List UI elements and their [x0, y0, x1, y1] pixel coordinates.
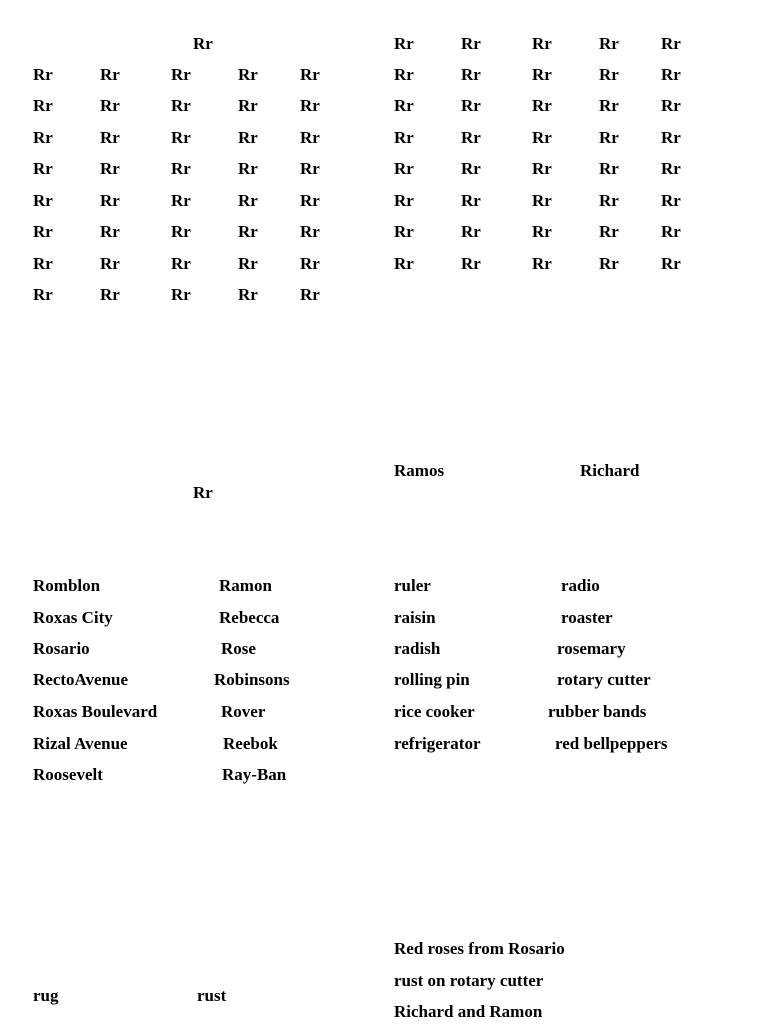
- list-item: Roxas City: [33, 608, 113, 627]
- grid-letter: Rr: [238, 285, 258, 304]
- list-item: radish: [394, 639, 441, 658]
- grid-letter: Rr: [661, 34, 681, 53]
- grid-letter: Rr: [238, 254, 258, 273]
- grid-letter: Rr: [599, 65, 619, 84]
- grid-letter: Rr: [532, 65, 552, 84]
- grid-letter: Rr: [599, 34, 619, 53]
- word-rug: rug: [33, 986, 59, 1005]
- grid-letter: Rr: [461, 254, 481, 273]
- grid-letter: Rr: [300, 254, 320, 273]
- grid-letter: Rr: [661, 96, 681, 115]
- list-item: Robinsons: [214, 670, 290, 689]
- grid-letter: Rr: [300, 222, 320, 241]
- grid-letter: Rr: [33, 96, 53, 115]
- grid-letter: Rr: [661, 128, 681, 147]
- grid-letter: Rr: [33, 128, 53, 147]
- grid-letter: Rr: [599, 254, 619, 273]
- grid-letter: Rr: [461, 96, 481, 115]
- grid-letter: Rr: [394, 222, 414, 241]
- grid-letter: Rr: [394, 254, 414, 273]
- grid-letter: Rr: [532, 96, 552, 115]
- grid-letter: Rr: [394, 96, 414, 115]
- list-item: rolling pin: [394, 670, 470, 689]
- list-item: Rose: [221, 639, 256, 658]
- grid-letter: Rr: [532, 222, 552, 241]
- grid-letter: Rr: [171, 159, 191, 178]
- grid-letter: Rr: [171, 222, 191, 241]
- phrase: Red roses from Rosario: [394, 939, 565, 958]
- grid-letter: Rr: [461, 191, 481, 210]
- grid-letter: Rr: [33, 222, 53, 241]
- grid-letter: Rr: [238, 191, 258, 210]
- grid-letter: Rr: [599, 96, 619, 115]
- grid-letter: Rr: [532, 191, 552, 210]
- grid-letter: Rr: [171, 285, 191, 304]
- grid-letter: Rr: [532, 34, 552, 53]
- grid-letter: Rr: [300, 65, 320, 84]
- list-item: Rebecca: [219, 608, 280, 627]
- grid-letter: Rr: [394, 65, 414, 84]
- grid-letter: Rr: [599, 222, 619, 241]
- grid-letter: Rr: [100, 128, 120, 147]
- grid-letter: Rr: [461, 34, 481, 53]
- grid-letter: Rr: [171, 128, 191, 147]
- list-item: Ray-Ban: [222, 765, 287, 784]
- grid-letter: Rr: [171, 96, 191, 115]
- list-item: RectoAvenue: [33, 670, 129, 689]
- list-item: Reebok: [223, 734, 278, 753]
- list-item: rubber bands: [548, 702, 647, 721]
- grid-letter: Rr: [100, 159, 120, 178]
- grid-letter: Rr: [171, 191, 191, 210]
- grid-letter: Rr: [532, 159, 552, 178]
- grid-letter: Rr: [100, 65, 120, 84]
- list-item: radio: [561, 576, 600, 595]
- list-item: Roxas Boulevard: [33, 702, 158, 721]
- grid-letter: Rr: [171, 65, 191, 84]
- list-item: roaster: [561, 608, 613, 627]
- grid-letter: Rr: [238, 222, 258, 241]
- grid-letter: Rr: [33, 285, 53, 304]
- grid-letter: Rr: [661, 159, 681, 178]
- list-item: refrigerator: [394, 734, 481, 753]
- grid-letter: Rr: [661, 222, 681, 241]
- grid-letter: Rr: [238, 96, 258, 115]
- grid-letter: Rr: [599, 191, 619, 210]
- grid-heading-letter: Rr: [193, 34, 213, 53]
- grid-letter: Rr: [171, 254, 191, 273]
- grid-letter: Rr: [100, 191, 120, 210]
- list-item: Roosevelt: [33, 765, 103, 784]
- phrase: Richard and Ramon: [394, 1002, 543, 1021]
- list-item: Rover: [221, 702, 266, 721]
- list-item: Rosario: [33, 639, 90, 658]
- grid-letter: Rr: [100, 285, 120, 304]
- grid-letter: Rr: [33, 254, 53, 273]
- grid-letter: Rr: [33, 191, 53, 210]
- grid-letter: Rr: [394, 34, 414, 53]
- grid-letter: Rr: [300, 191, 320, 210]
- list-item: rice cooker: [394, 702, 475, 721]
- grid-letter: Rr: [461, 222, 481, 241]
- grid-letter: Rr: [300, 128, 320, 147]
- grid-letter: Rr: [300, 96, 320, 115]
- grid-letter: Rr: [394, 159, 414, 178]
- grid-letter: Rr: [100, 96, 120, 115]
- phrase: rust on rotary cutter: [394, 971, 544, 990]
- grid-letter: Rr: [661, 191, 681, 210]
- grid-letter: Rr: [33, 65, 53, 84]
- list-item: red bellpeppers: [555, 734, 668, 753]
- name-richard: Richard: [580, 461, 640, 480]
- grid-letter: Rr: [394, 191, 414, 210]
- grid-letter: Rr: [532, 128, 552, 147]
- grid-letter: Rr: [238, 65, 258, 84]
- word-rust: rust: [197, 986, 227, 1005]
- grid-letter: Rr: [100, 222, 120, 241]
- grid-letter: Rr: [300, 285, 320, 304]
- list-item: ruler: [394, 576, 431, 595]
- section-heading-letter: Rr: [193, 483, 213, 502]
- name-ramos: Ramos: [394, 461, 445, 480]
- grid-letter: Rr: [532, 254, 552, 273]
- list-item: Ramon: [219, 576, 272, 595]
- grid-letter: Rr: [100, 254, 120, 273]
- grid-letter: Rr: [33, 159, 53, 178]
- grid-letter: Rr: [599, 159, 619, 178]
- grid-letter: Rr: [300, 159, 320, 178]
- list-item: raisin: [394, 608, 436, 627]
- list-item: Romblon: [33, 576, 101, 595]
- grid-letter: Rr: [238, 159, 258, 178]
- list-item: Rizal Avenue: [33, 734, 128, 753]
- grid-letter: Rr: [238, 128, 258, 147]
- grid-letter: Rr: [461, 65, 481, 84]
- list-item: rotary cutter: [557, 670, 651, 689]
- list-item: rosemary: [557, 639, 626, 658]
- grid-letter: Rr: [661, 65, 681, 84]
- grid-letter: Rr: [599, 128, 619, 147]
- grid-letter: Rr: [461, 159, 481, 178]
- grid-letter: Rr: [394, 128, 414, 147]
- grid-letter: Rr: [661, 254, 681, 273]
- grid-letter: Rr: [461, 128, 481, 147]
